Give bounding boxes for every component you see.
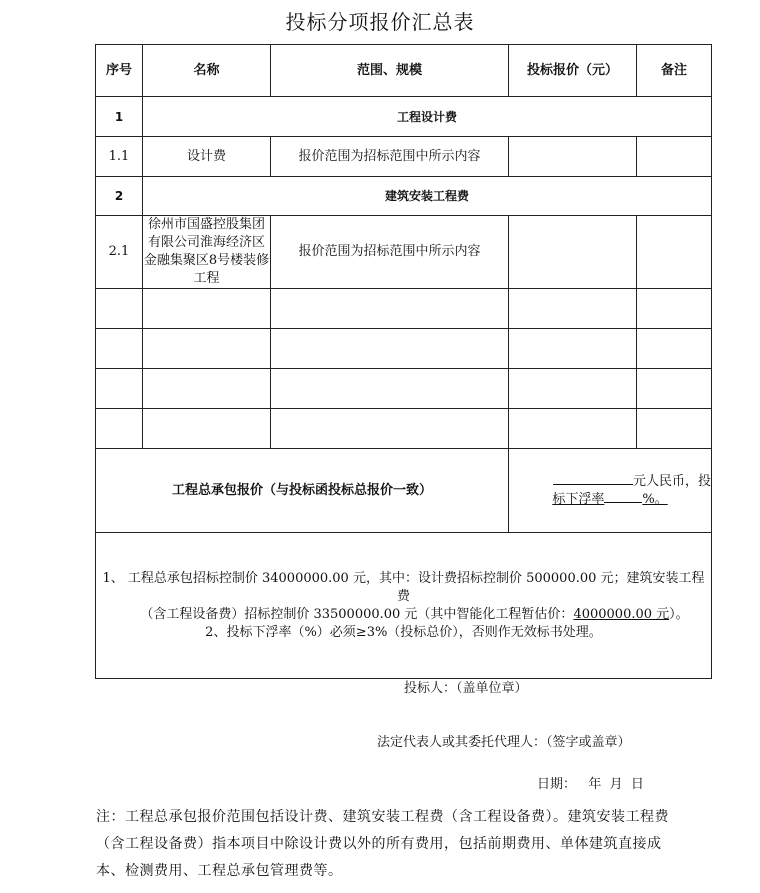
total-label: 工程总承包报价（与投标函投标总报价一致）: [96, 449, 509, 533]
total-value[interactable]: [509, 449, 712, 533]
header-scope: 范围、规模: [271, 45, 509, 97]
empty-row: [96, 289, 712, 329]
row-price-cell[interactable]: [509, 137, 637, 177]
row-remark-cell[interactable]: [637, 137, 712, 177]
row-name: 设计费: [143, 137, 271, 177]
header-price: 投标报价（元）: [509, 45, 637, 97]
notes-cell: [96, 533, 712, 679]
signature-date: 日期： 年 月 日: [537, 777, 644, 792]
section-no: 1: [96, 97, 143, 137]
row-no: 2.1: [96, 216, 143, 289]
empty-row: [96, 409, 712, 449]
note-line-1: 1、 工程总承包招标控制价 34000000.00 元，其中：设计费招标控制价 500000.00 元；建筑安装工程费: [102, 570, 705, 604]
table-row: [96, 216, 712, 289]
row-remark-cell[interactable]: [637, 216, 712, 289]
section-no: 2: [96, 177, 143, 216]
representative-signature: 法定代表人或其委托代理人：（签字或盖章）: [377, 735, 631, 750]
note-line-3: 2、投标下浮率（%）必须≥3%（投标总价），否则作无效标书处理。: [205, 624, 602, 640]
row-scope: 报价范围为招标范围中所示内容: [271, 137, 509, 177]
header-no: 序号: [96, 45, 143, 97]
empty-row: [96, 329, 712, 369]
quote-summary-table: [95, 44, 712, 679]
row-price-cell[interactable]: [509, 216, 637, 289]
header-row: [96, 45, 712, 97]
section-row-construction: [96, 177, 712, 216]
notes-row: [96, 533, 712, 679]
section-row-design: [96, 97, 712, 137]
table-row: [96, 137, 712, 177]
header-remark: 备注: [637, 45, 712, 97]
section-label: 建筑安装工程费: [143, 177, 712, 216]
bidder-signature: 投标人：（盖单位章）: [404, 681, 528, 696]
total-currency-text: 元人民币，投: [632, 473, 711, 489]
header-name: 名称: [143, 45, 271, 97]
note-line-2: （含工程设备费）招标控制价 33500000.00 元（其中智能化工程暂估价：4000000.00 元）。: [140, 606, 689, 622]
row-name: 徐州市国盛控股集团有限公司淮海经济区金融集聚区8号楼装修工程: [143, 216, 271, 289]
footer-note: 注：工程总承包报价范围包括设计费、建筑安装工程费（含工程设备费）。建筑安装工程费（含工程设备费）指本项目中除设计费以外的所有费用，包括前期费用、单体建筑直接成本、检测费用、工程总承包管理费等。: [96, 809, 669, 879]
smart-eng-amount: 4000000.00 元: [573, 606, 670, 622]
total-row: [96, 449, 712, 533]
page-title: 投标分项报价汇总表: [285, 10, 475, 34]
discount-unit: %。: [642, 491, 668, 507]
row-no: 1.1: [96, 137, 143, 177]
discount-label: 标下浮率: [552, 491, 605, 507]
section-label: 工程设计费: [143, 97, 712, 137]
row-scope: 报价范围为招标范围中所示内容: [271, 216, 509, 289]
empty-row: [96, 369, 712, 409]
